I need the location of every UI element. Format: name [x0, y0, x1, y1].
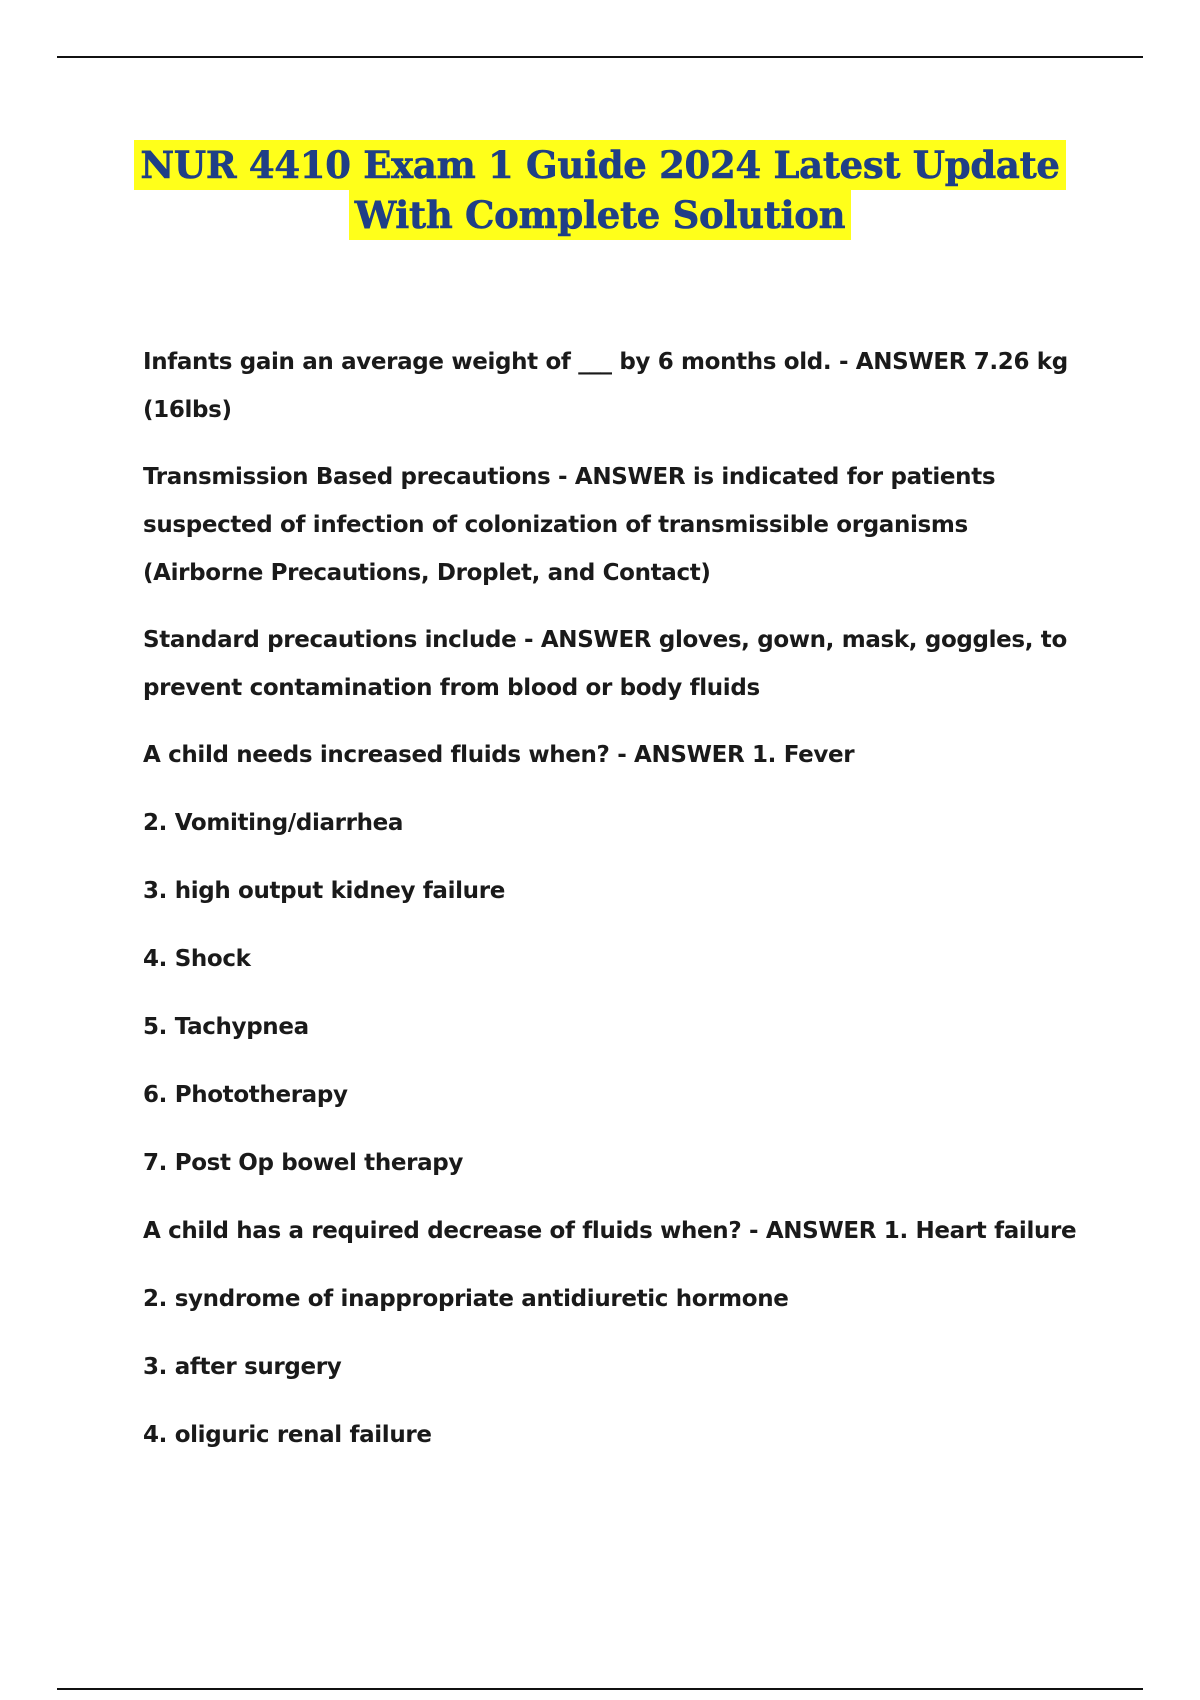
- document-title: [0, 140, 1200, 240]
- qa-content: [143, 338, 1093, 1479]
- qa-entry-decreased-fluids: A child has a required decrease of fluids when? - ANSWER 1. Heart failure: [143, 1218, 1077, 1244]
- qa-entry-infant-weight: Infants gain an average weight of ___ by 6 months old. - ANSWER 7.26 kg (16lbs): [143, 349, 1068, 423]
- list-item: 4. Shock: [143, 946, 251, 972]
- title-line-1: NUR 4410 Exam 1 Guide 2024 Latest Update: [134, 140, 1065, 190]
- list-item: 2. Vomiting/diarrhea: [143, 810, 404, 836]
- list-item: 2. syndrome of inappropriate antidiuretic hormone: [143, 1286, 789, 1312]
- list-item: 7. Post Op bowel therapy: [143, 1150, 464, 1176]
- footer-rule: [57, 1688, 1143, 1690]
- qa-entry-transmission-precautions: Transmission Based precautions - ANSWER is indicated for patients suspected of infection of colonization of transmissible organisms (Airborne Precautions, Droplet, and Contact): [143, 464, 996, 586]
- list-item: 4. oliguric renal failure: [143, 1422, 432, 1448]
- title-line-2: With Complete Solution: [349, 190, 852, 240]
- header-rule: [57, 56, 1143, 58]
- qa-entry-standard-precautions: Standard precautions include - ANSWER gloves, gown, mask, goggles, to prevent contamination from blood or body fluids: [143, 627, 1067, 701]
- list-item: 6. Phototherapy: [143, 1082, 348, 1108]
- list-item: 3. high output kidney failure: [143, 878, 505, 904]
- list-item: 5. Tachypnea: [143, 1014, 309, 1040]
- qa-entry-increased-fluids: A child needs increased fluids when? - ANSWER 1. Fever: [143, 742, 855, 768]
- list-item: 3. after surgery: [143, 1354, 342, 1380]
